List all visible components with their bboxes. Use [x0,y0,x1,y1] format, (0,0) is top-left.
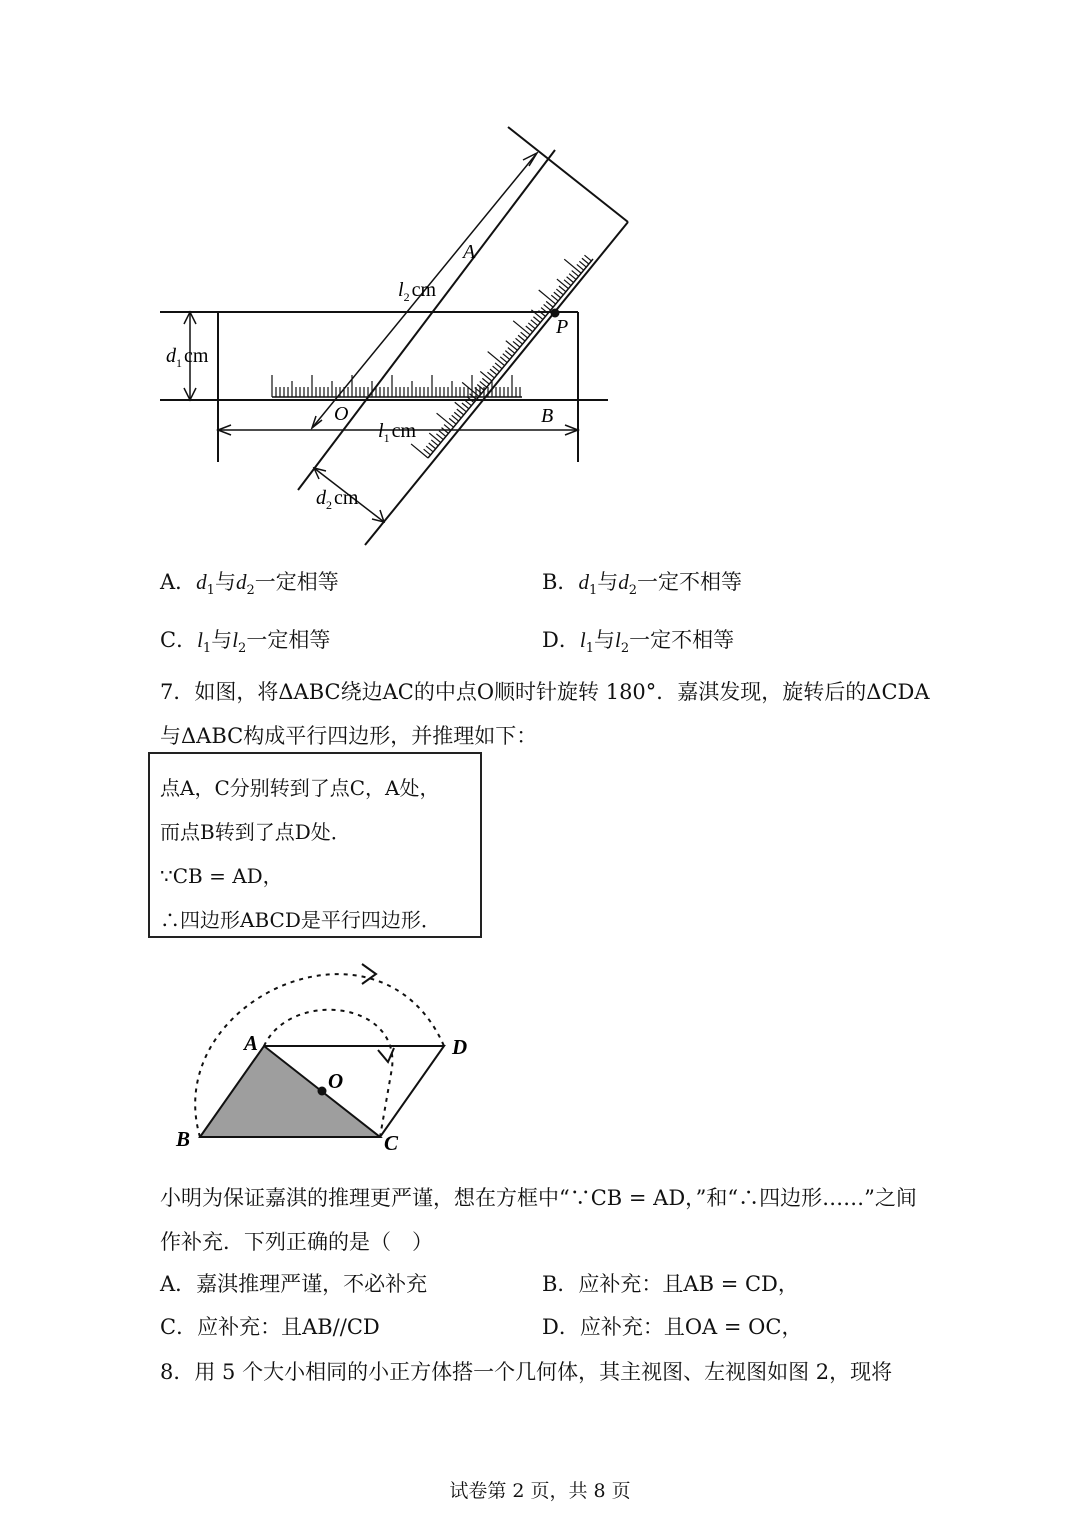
box-line-4: ∴四边形ABCD是平行四边形． [160,908,441,932]
ruler2-tick [487,372,494,378]
label-a: A [244,1031,259,1055]
ruler2-tick [569,274,576,280]
ruler2-tick [567,277,574,283]
ruler2-tick [518,335,525,341]
box-line-1: 点A，C分别转到了点C，A处， [160,776,440,800]
ruler2-tick [424,449,431,455]
ruler2-tick [490,369,497,375]
label-a: A [463,241,476,263]
ruler2-tick [454,412,461,418]
ruler2-tick [506,341,518,351]
q6-option-b[interactable]: B．$d_1$与$d_2$一定不相等 [542,570,742,599]
label-d2cm: $d_2$ cm [316,487,359,512]
ruler2-tick [531,320,538,326]
ruler2-tick [516,338,523,344]
ruler2-tick [557,279,569,289]
ruler2-tick [429,443,436,449]
ruler2-tick [508,348,515,354]
q7-stem-line1: 7．如图，将ΔABC绕边AC的中点O顺时针旋转 180°．嘉淇发现，旋转后的ΔCDA [160,680,930,704]
page-footer: 试卷第 2 页，共 8 页 [449,1480,631,1502]
ruler2-tick [505,351,512,357]
ruler2-tick [500,357,507,363]
label-p: P [556,316,569,338]
ruler2-tick [462,403,469,409]
ruler2-lower-edge [365,222,628,545]
q6-option-a[interactable]: A．$d_1$与$d_2$一定相等 [160,570,339,599]
point-o-dot [318,1087,327,1096]
ruler2-tick [551,295,558,301]
ruler2-tick [436,434,443,440]
q7-followup-line1: 小明为保证嘉淇的推理更严谨，想在方框中“∵CB = AD，”和“∴四边形……”之间 [160,1186,917,1210]
ruler2-tick [439,431,446,437]
ruler2-tick [482,378,489,384]
ruler2-tick [449,418,456,424]
ruler2-tick [577,264,584,270]
ruler2-tick [480,381,487,387]
ruler2-tick [584,255,591,261]
ruler2-tick [503,354,510,360]
ruler2-tick [429,433,441,443]
ruler2-tick [452,415,459,421]
label-c: C [384,1131,399,1155]
q7-option-a[interactable]: A．嘉淇推理严谨，不必补充 [160,1272,428,1296]
box-line-2: 而点B转到了点D处． [160,820,351,844]
q7-followup-line2: 作补充．下列正确的是（ ） [160,1230,433,1254]
triangle-abc [200,1046,380,1137]
ruler2-tick [526,326,533,332]
ruler2-tick [521,332,528,338]
ruler2-tick [572,271,579,277]
label-o: O [328,1069,344,1093]
q7-option-c[interactable]: C．应补充：且AB//CD [160,1315,380,1339]
ruler2-tick [477,385,484,391]
ruler2-tick [533,317,540,323]
ruler2-tick [559,286,566,292]
ruler2-scale-baseline [428,259,593,458]
label-d: D [452,1035,468,1059]
label-b: B [541,405,554,427]
ruler2-tick [564,280,571,286]
ruler2-tick [582,258,589,264]
label-l2cm: $l_2$ cm [398,279,436,304]
q7-stem-line2: 与ΔABC构成平行四边形，并推理如下： [160,724,538,748]
ruler2-tick [513,341,520,347]
ruler2-tick [457,409,464,415]
ruler2-scale-ticks [411,255,591,458]
label-o: O [334,403,349,425]
q7-parallelogram-figure [0,950,520,1160]
ruler2-end-edge [508,127,628,222]
ruler2-tick [556,289,563,295]
ruler2-tick [455,402,467,412]
arrow-outer [362,964,376,984]
ruler2-tick [431,440,438,446]
label-l1cm: $l_1$ cm [378,420,416,445]
ruler2-upper-edge [298,150,555,490]
ruler2-tick [554,292,561,298]
q7-option-d[interactable]: D．应补充：且OA = OC， [542,1315,803,1339]
q6-option-d[interactable]: D．$l_1$与$l_2$一定不相等 [542,628,735,657]
q8-stem-line1: 8．用 5 个大小相同的小正方体搭一个几何体，其主视图、左视图如图 2，现将 [160,1360,893,1384]
ruler2-tick [493,366,500,372]
ruler2-tick [528,323,535,329]
ruler2-tick [426,446,433,452]
q7-option-b[interactable]: B．应补充：且AB = CD， [542,1272,799,1296]
arrow-inner [378,1048,394,1062]
ruler2-tick [579,261,586,267]
label-b: B [176,1127,191,1151]
q7-reasoning-box [148,752,482,938]
label-d1cm: $d_1$ cm [166,345,209,370]
ruler2-tick [495,363,502,369]
ruler2-tick [544,304,551,310]
q6-option-c[interactable]: C．$l_1$与$l_2$一定相等 [160,628,331,657]
ruler2-tick [546,301,553,307]
q6-ruler-figure [0,0,1080,560]
box-line-3: ∵CB = AD， [160,864,283,888]
ruler2-tick [480,371,492,381]
